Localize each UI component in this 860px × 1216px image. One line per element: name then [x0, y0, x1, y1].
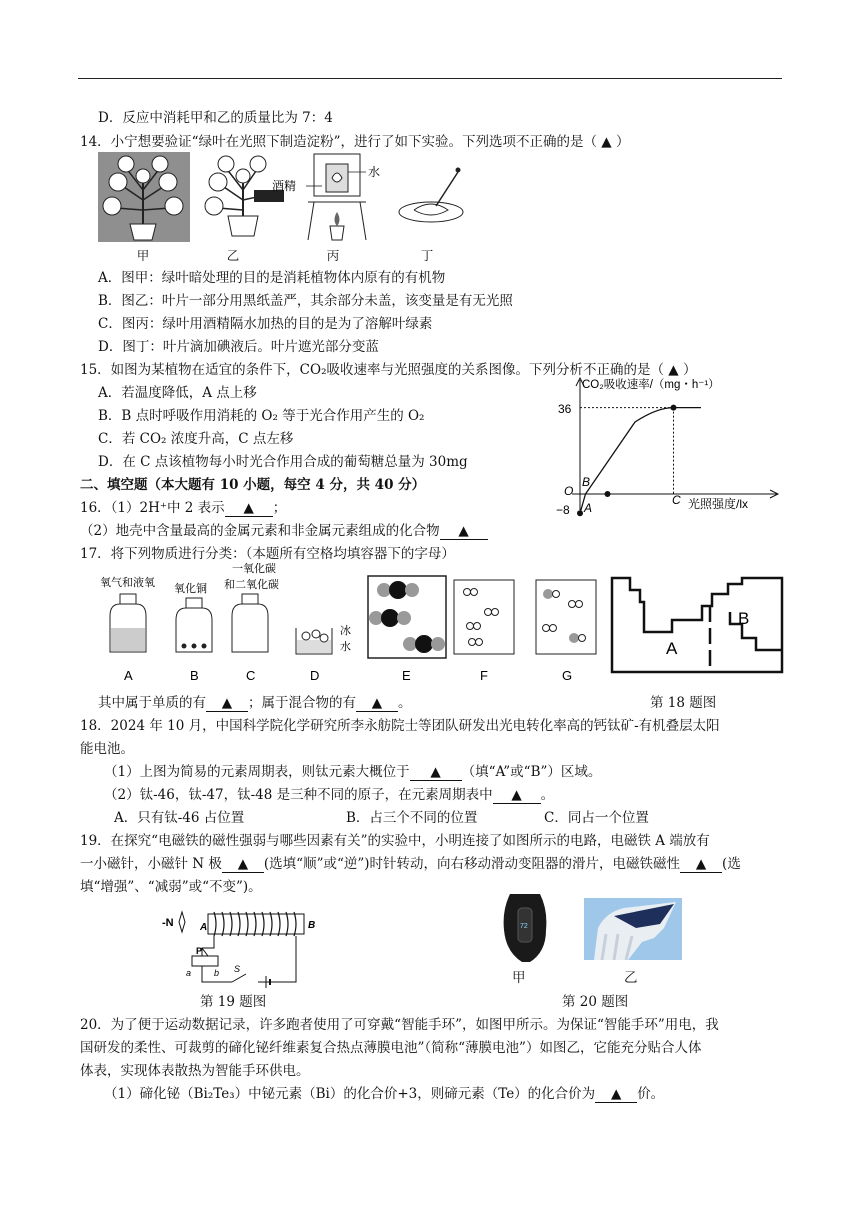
- q18-option-a: A．只有钛-46 占位置: [114, 810, 245, 826]
- q19-line2-post: (选: [722, 856, 741, 872]
- q19-circuit-figure: [162, 902, 332, 988]
- tick-neg8: −8: [556, 503, 570, 517]
- letter-e: E: [402, 668, 411, 683]
- q20-film-figure: [584, 898, 682, 960]
- fig14-label-ding: 丁: [420, 248, 434, 263]
- point-c-label: C: [672, 493, 681, 507]
- q19-line2-mid: (选填“顺”或“逆”)时针转动，向右移动滑动变阻器的滑片，电磁铁磁性: [263, 856, 681, 872]
- table-region-b: B: [738, 609, 750, 628]
- q15-co2-chart: [556, 374, 786, 522]
- rheostat-a-label: a: [186, 968, 192, 978]
- q20-line2: 国研发的柔性、可裁剪的碲化铋纤维素复合热点薄膜电池”（简称“薄膜电池”）如图乙，它能充分贴合人体: [80, 1040, 702, 1056]
- q18-part2-pre: （2）钛-46，钛-47，钛-48 是三种不同的原子，在元素周期表中: [104, 787, 493, 803]
- bottle-c: [232, 594, 268, 652]
- q15-option-b: B．B 点时呼吸作用消耗的 O₂ 等于光合作用产生的 O₂: [98, 408, 425, 424]
- q18-option-c: C．同占一个位置: [544, 810, 649, 826]
- letter-b: B: [190, 668, 199, 683]
- q16-part2: [80, 519, 488, 540]
- q19-line2: [80, 852, 741, 873]
- q14-option-b: B．图乙：叶片一部分用黑纸盖严，其余部分未盖，该变量是有无光照: [98, 293, 513, 309]
- compass-n-label: -N: [162, 917, 174, 929]
- ice-label: 冰: [340, 625, 351, 637]
- q16-blank2[interactable]: ▲: [440, 523, 488, 540]
- band-display: 72: [520, 923, 528, 930]
- q18-periodic-table-figure: [610, 576, 784, 674]
- point-b-label: B: [582, 475, 591, 489]
- bottle-c-label-2: 和二氧化碳: [224, 579, 279, 591]
- letter-d: D: [310, 668, 320, 683]
- q19-line1: 19．在探究“电磁铁的磁性强弱与哪些因素有关”的实验中，小明连接了如图所示的电路，电磁铁 A 端放有: [80, 833, 710, 849]
- q18-blank1[interactable]: ▲: [410, 764, 462, 781]
- q15-option-d: D．在 C 点该植物每小时光合作用合成的葡萄糖总量为 30mg: [98, 454, 468, 470]
- q19-blank1[interactable]: ▲: [222, 856, 264, 873]
- q18-blank2[interactable]: ▲: [493, 787, 541, 804]
- q18-part1: [104, 760, 601, 781]
- fig19-caption: 第 19 题图: [200, 994, 267, 1010]
- q19-blank2[interactable]: ▲: [680, 856, 722, 873]
- fig14-label-yi: 乙: [226, 248, 240, 263]
- slider-p-label: P: [196, 946, 203, 956]
- fig-ding-dish: [399, 168, 463, 223]
- point-c-dot: [671, 405, 677, 411]
- point-b-dot: [605, 491, 611, 497]
- table-region-a: A: [666, 639, 678, 658]
- q16-part1-text: 16．（1）2H⁺中 2 表示: [80, 500, 225, 516]
- particle-box-e: [368, 576, 446, 658]
- q16-blank1[interactable]: ▲: [225, 500, 273, 517]
- x-axis-label: 光照强度/lx: [688, 497, 749, 511]
- q15-stem: 15．如图为某植物在适宜的条件下，CO₂吸收速率与光照强度的关系图像。下列分析不正确的是（ ▲ ）: [80, 362, 697, 378]
- letter-a: A: [124, 668, 133, 683]
- bottle-b: [176, 598, 212, 652]
- fig20-label-yi: 乙: [624, 970, 638, 986]
- fig-jia-plant: [98, 152, 190, 242]
- q16-part2-text: （2）地壳中含量最高的金属元素和非金属元素组成的化合物: [80, 523, 440, 539]
- point-a-label: A: [584, 501, 593, 515]
- q14-option-c: C．图丙：绿叶用酒精隔水加热的目的是为了溶解叶绿素: [98, 316, 433, 332]
- label-alcohol: 酒精: [272, 179, 297, 193]
- q15-option-c: C．若 CO₂ 浓度升高，C 点左移: [98, 431, 294, 447]
- q18-part1-pre: （1）上图为简易的元素周期表，则钛元素大概位于: [104, 764, 410, 780]
- coil-end-b: B: [308, 920, 316, 931]
- header-rule: [78, 78, 782, 79]
- fig20-caption: 第 20 题图: [562, 994, 629, 1010]
- fig-yi-plant: [205, 156, 284, 236]
- fig14-label-bing: 丙: [326, 248, 340, 263]
- beaker-d: [296, 628, 332, 654]
- fig-bing-apparatus: [306, 154, 366, 240]
- fig14-label-jia: 甲: [136, 248, 150, 263]
- q14-stem: 14．小宁想要验证“绿叶在光照下制造淀粉”，进行了如下实验。下列选项不正确的是（ ▲ ）: [80, 134, 630, 150]
- q18-stem-line2: 能电池。: [80, 741, 134, 757]
- q20-part1: [104, 1082, 664, 1103]
- q20-part1-post: 价。: [637, 1086, 665, 1102]
- particle-box-g: [536, 580, 596, 654]
- bottle-c-label-1: 一氧化碳: [232, 563, 276, 575]
- rheostat-b-label: b: [214, 968, 220, 978]
- fig20-label-jia: 甲: [512, 970, 526, 986]
- q18-stem-line1: 18．2024 年 10 月，中国科学院化学研究所李永舫院士等团队研发出光电转化率高的钙钛矿-有机叠层太阳: [80, 718, 720, 734]
- q15-option-a: A．若温度降低，A 点上移: [98, 385, 257, 401]
- q17-stem: 17．将下列物质进行分类：（本题所有空格均填容器下的字母）: [80, 546, 455, 562]
- bottle-a: [110, 594, 146, 652]
- section-2-title: 二、填空题（本大题有 10 小题，每空 4 分，共 40 分）: [80, 477, 426, 493]
- bottle-a-label: 氧气和液氧: [100, 577, 155, 589]
- q17-answer-post: 。: [398, 695, 412, 711]
- co2-curve: [580, 408, 701, 514]
- y-axis-label: CO₂吸收速率/（mg・h⁻¹）: [582, 379, 720, 391]
- q17-answer-pre: 其中属于单质的有: [98, 695, 206, 711]
- letter-f: F: [480, 668, 488, 683]
- point-a-dot: [577, 510, 583, 516]
- q18-option-b: B．占三个不同的位置: [346, 810, 478, 826]
- bottle-b-label: 氧化铜: [174, 583, 207, 595]
- q20-part1-pre: （1）碲化铋（Bi₂Te₃）中铋元素（Bi）的化合价+3，则碲元素（Te）的化合价为: [104, 1086, 596, 1102]
- q16-part1: [80, 496, 286, 517]
- particle-box-f: [454, 580, 514, 654]
- fig18-caption: 第 18 题图: [650, 695, 717, 711]
- q16-part1-end: ；: [272, 500, 287, 516]
- label-water: 水: [368, 165, 381, 179]
- q20-blank1[interactable]: ▲: [595, 1086, 637, 1103]
- q14-figures: [96, 150, 476, 260]
- q14-option-d: D．图丁：叶片滴加碘液后。叶片遮光部分变蓝: [98, 339, 379, 355]
- q17-blank-elements[interactable]: ▲: [206, 695, 248, 712]
- tick-36: 36: [558, 402, 572, 416]
- water-label: 水: [340, 641, 351, 653]
- q20-line1: 20．为了便于运动数据记录，许多跑者使用了可穿戴“智能手环”，如图甲所示。为保证“智能手环”用电，我: [80, 1017, 719, 1033]
- compass-needle-icon: [179, 912, 185, 932]
- letter-c: C: [246, 668, 256, 683]
- q14-option-a: A．图甲：绿叶暗处理的目的是消耗植物体内原有的有机物: [98, 270, 446, 286]
- q19-line2-pre: 一小磁针，小磁针 N 极: [80, 856, 222, 872]
- q20-band-figure: [496, 890, 556, 966]
- switch-s-label: S: [234, 964, 241, 974]
- q17-containers-figure: [96, 562, 606, 686]
- point-o-label: O: [564, 484, 574, 498]
- q18-part2: [104, 783, 554, 804]
- q17-answer-mid: ；属于混合物的有: [248, 695, 356, 711]
- q18-part1-post: （填“A”或“B”）区域。: [461, 764, 602, 780]
- q13-option-d: D．反应中消耗甲和乙的质量比为 7：4: [98, 110, 333, 126]
- q19-line3: 填“增强”、“减弱”或“不变”)。: [80, 879, 262, 895]
- coil-end-a: A: [200, 922, 208, 933]
- q17-answer-line: [98, 691, 412, 712]
- letter-g: G: [562, 668, 573, 683]
- q17-blank-mixtures[interactable]: ▲: [356, 695, 398, 712]
- q18-part2-post: 。: [540, 787, 555, 803]
- q20-line3: 体表，实现体表散热为智能手环供电。: [80, 1063, 310, 1079]
